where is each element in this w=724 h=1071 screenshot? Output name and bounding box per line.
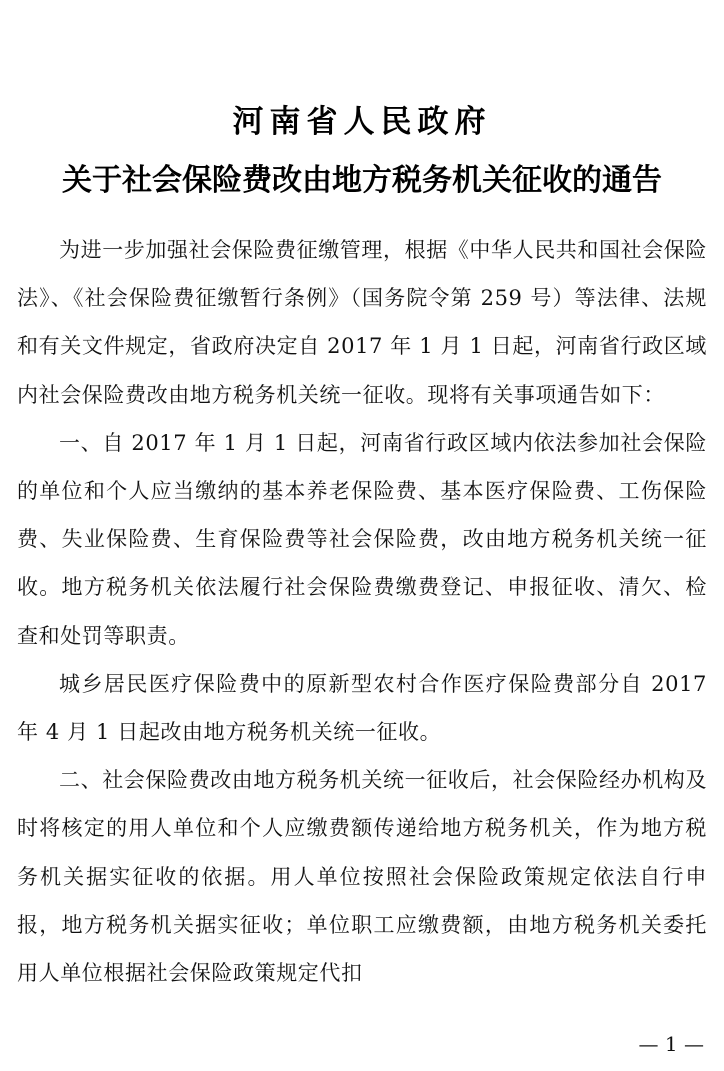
paragraph-item-two: 二、社会保险费改由地方税务机关统一征收后，社会保险经办机构及时将核定的用人单位和个人应缴费额传递给地方税务机关，作为地方税务机关据实征收的依据。用人单位按照社会保险政策规定依法自行申报，地方税务机关据实征收；单位职工应缴费额，由地方税务机关委托用人单位根据社会保险政策规定代扣 — [17, 768, 707, 986]
paragraph-intro: 为进一步加强社会保险费征缴管理，根据《中华人民共和国社会保险法》、《社会保险费征缴暂行条例》（国务院令第 259 号）等法律、法规和有关文件规定，省政府决定自 2017 年 1 月 1 日起，河南省行政区域内社会保险费改由地方税务机关统一征收。现将有关事项通告如下： — [17, 238, 707, 407]
paragraph-rural-insurance: 城乡居民医疗保险费中的原新型农村合作医疗保险费部分自 2017 年 4 月 1 日起改由地方税务机关统一征收。 — [17, 671, 707, 745]
document-body — [17, 226, 707, 997]
document-title-line-2: 关于社会保险费改由地方税务机关征收的通告 — [62, 163, 662, 198]
page-number: — 1 — — [638, 1032, 704, 1056]
document-title-line-1: 河南省人民政府 — [232, 104, 492, 140]
paragraph-item-one: 一、自 2017 年 1 月 1 日起，河南省行政区域内依法参加社会保险的单位和个人应当缴纳的基本养老保险费、基本医疗保险费、工伤保险费、失业保险费、生育保险费等社会保险费，改由地方税务机关统一征收。地方税务机关依法履行社会保险费缴费登记、申报征收、清欠、检查和处罚等职责。 — [17, 430, 707, 648]
